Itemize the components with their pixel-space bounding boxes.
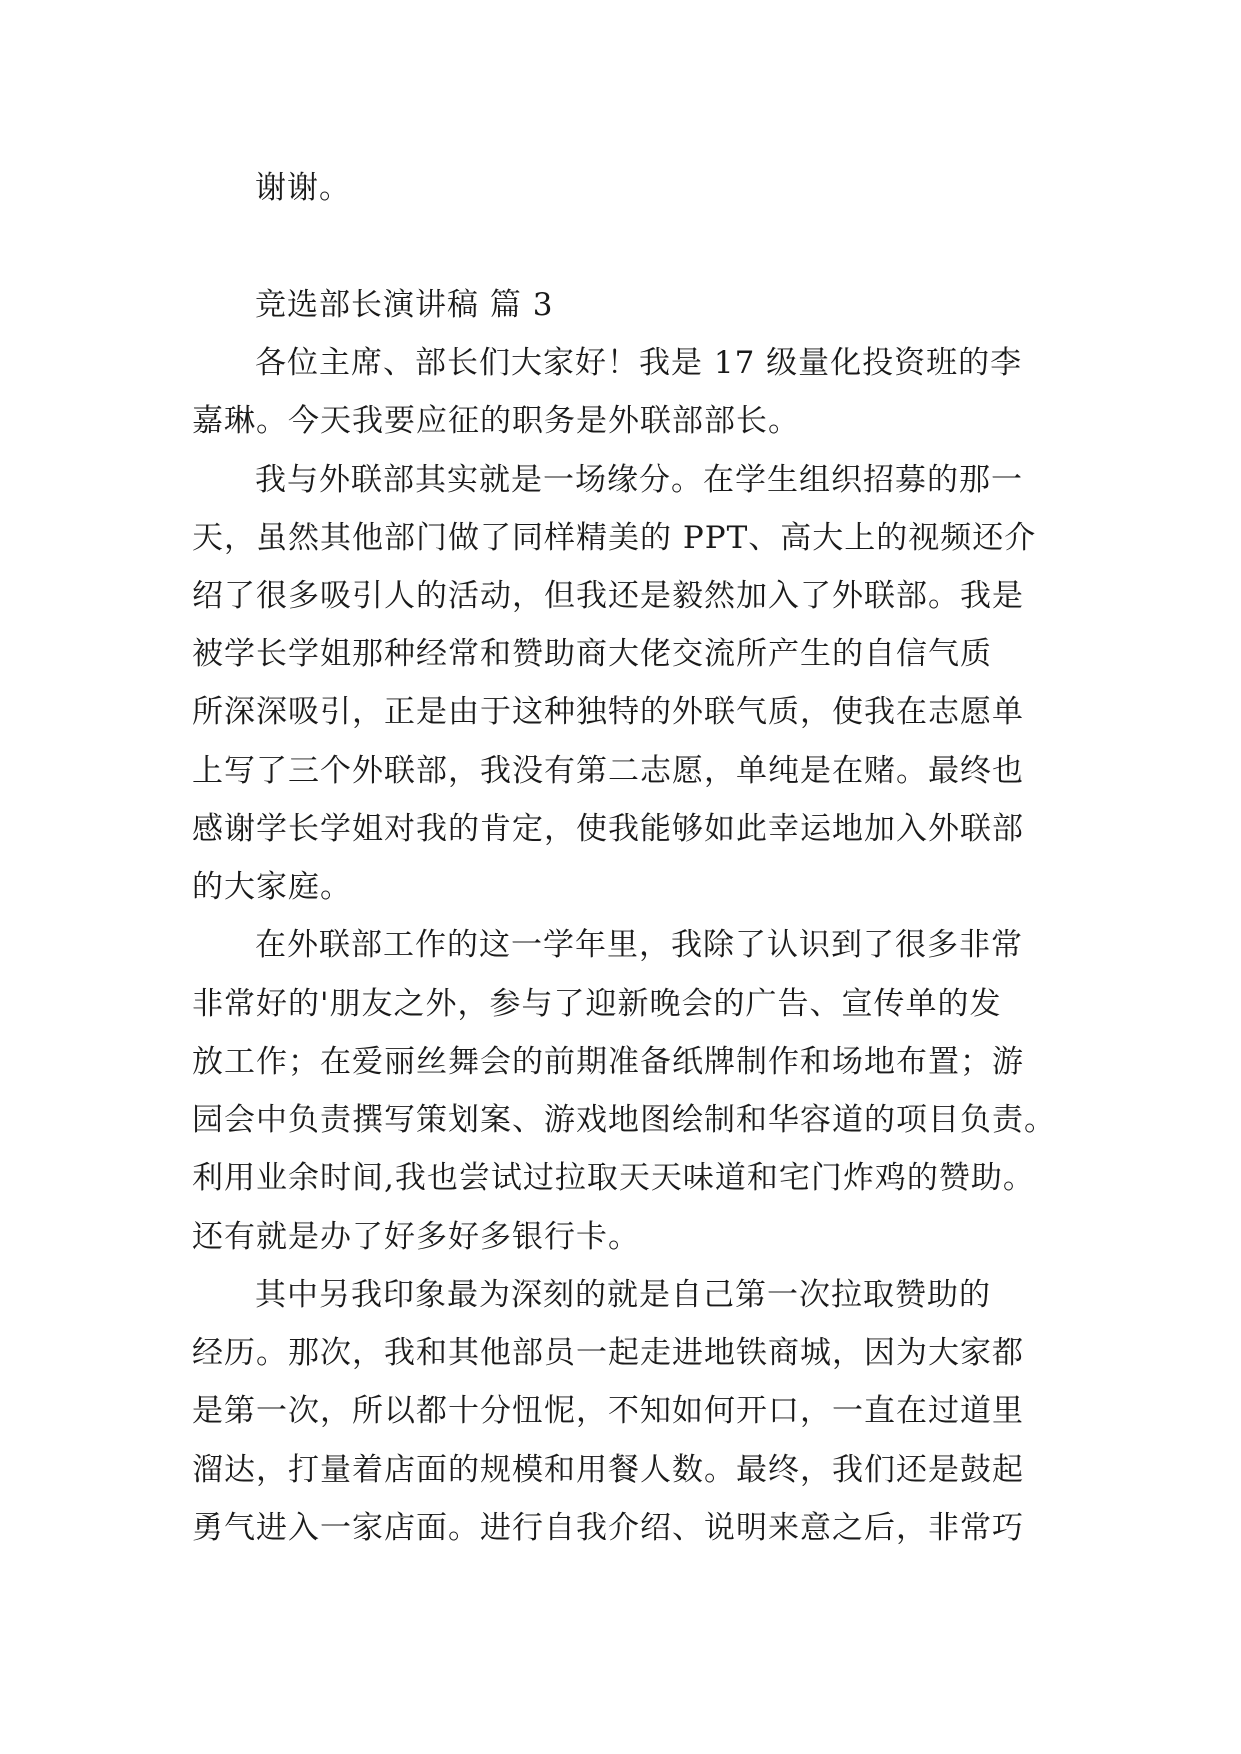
text-line: 非常好的'朋友之外，参与了迎新晚会的广告、宣传单的发 xyxy=(192,986,1002,1022)
text-line: 利用业余时间,我也尝试过拉取天天味道和宅门炸鸡的赞助。 xyxy=(192,1160,1035,1196)
text-line: 还有就是办了好多好多银行卡。 xyxy=(192,1219,640,1255)
text-line: 感谢学长学姐对我的肯定，使我能够如此幸运地加入外联部 xyxy=(192,811,1024,847)
text-line: 绍了很多吸引人的活动，但我还是毅然加入了外联部。我是 xyxy=(192,578,1024,614)
text-line: 上写了三个外联部，我没有第二志愿，单纯是在赌。最终也 xyxy=(192,753,1024,789)
text-line: 所深深吸引，正是由于这种独特的外联气质，使我在志愿单 xyxy=(192,694,1024,730)
text-line: 各位主席、部长们大家好！我是 17 级量化投资班的李 xyxy=(255,345,1023,381)
closing-thanks: 谢谢。 xyxy=(255,170,351,206)
text-line: 园会中负责撰写策划案、游戏地图绘制和华容道的项目负责。 xyxy=(192,1102,1056,1138)
text-line: 其中另我印象最为深刻的就是自己第一次拉取赞助的 xyxy=(255,1277,991,1313)
text-line: 的大家庭。 xyxy=(192,869,352,905)
text-line: 天，虽然其他部门做了同样精美的 PPT、高大上的视频还介 xyxy=(192,520,1037,556)
section-heading: 竞选部长演讲稿 篇 3 xyxy=(255,287,554,323)
text-line: 嘉琳。今天我要应征的职务是外联部部长。 xyxy=(192,403,800,439)
text-line: 放工作；在爱丽丝舞会的前期准备纸牌制作和场地布置；游 xyxy=(192,1044,1024,1080)
text-line: 我与外联部其实就是一场缘分。在学生组织招募的那一 xyxy=(255,462,1023,498)
text-line: 是第一次，所以都十分忸怩，不知如何开口，一直在过道里 xyxy=(192,1393,1024,1429)
text-line: 被学长学姐那种经常和赞助商大佬交流所产生的自信气质 xyxy=(192,636,992,672)
text-line: 经历。那次，我和其他部员一起走进地铁商城，因为大家都 xyxy=(192,1335,1024,1371)
text-line: 在外联部工作的这一学年里，我除了认识到了很多非常 xyxy=(255,927,1023,963)
text-line: 溜达，打量着店面的规模和用餐人数。最终，我们还是鼓起 xyxy=(192,1452,1024,1488)
text-line: 勇气进入一家店面。进行自我介绍、说明来意之后，非常巧 xyxy=(192,1510,1024,1546)
